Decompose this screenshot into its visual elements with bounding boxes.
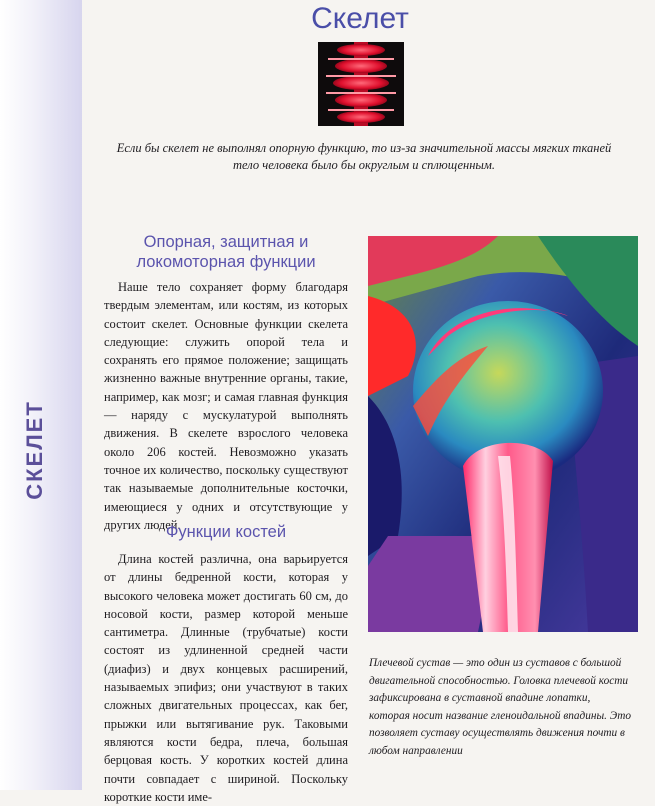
shoulder-xray-image [368,236,638,632]
side-section-label [10,390,60,510]
shoulder-joint-illustration [368,236,638,632]
spine-image [318,42,404,126]
spine-illustration [318,42,404,126]
page-title: Скелет [311,2,409,35]
intro-caption: Если бы скелет не выполнял опорную функцию, то из-за значительной массы мягких тканей тело человека было бы округлым и сплющенным. [116,141,612,172]
side-label-text: СКЕЛЕТ [22,400,48,500]
section-paragraph-bone-functions: Длина костей различна, она варьируется от длины бедренной кости, которая у высокого человека может достигать 60 см, до носовой кости, размер которой меньше сантиметра. Длинные (трубчатые) кости состоят из удлиненной средней части (диафиз) и двух концевых расширений, называемых эпифиз; они участвуют в таких сложных двигательных процессах, как бег, прыжки или вытягивание рук. Таковыми являются кости бедра, плеча, большая берцовая кость. У коротких костей длина почти совпадает с шириной. Поскольку короткие кости име- [104,552,348,804]
section-paragraph-functions: Наше тело сохраняет форму благодаря твердым элементам, или костям, из которых состоит скелет. Основные функции скелета следующие: служить опорой тела и сохранять его прямое положение; защищать жизненно важные внутренние органы, такие, например, как мозг; и самая главная функция — наряду с мускулатурой выполнять движения. В скелете взрослого человека около 206 костей. Невозможно указать точное их количество, поскольку существуют так называемые дополнительные косточки, имеющиеся у одних и отсутствующие у других людей. [104,280,348,532]
figure-caption: Плечевой сустав — это один из суставов с большой двигательной способностью. Головка плечевой кости зафиксирована в суставной впадине лопатки, которая носит название гленоидальной впадины. Это позволяет суставу осуществлять движения почти в любом направлении [369,657,632,757]
section-heading-bone-functions: Функции костей [165,523,287,541]
section-heading-functions: Опорная, защитная и локомоторная функции [136,233,316,271]
